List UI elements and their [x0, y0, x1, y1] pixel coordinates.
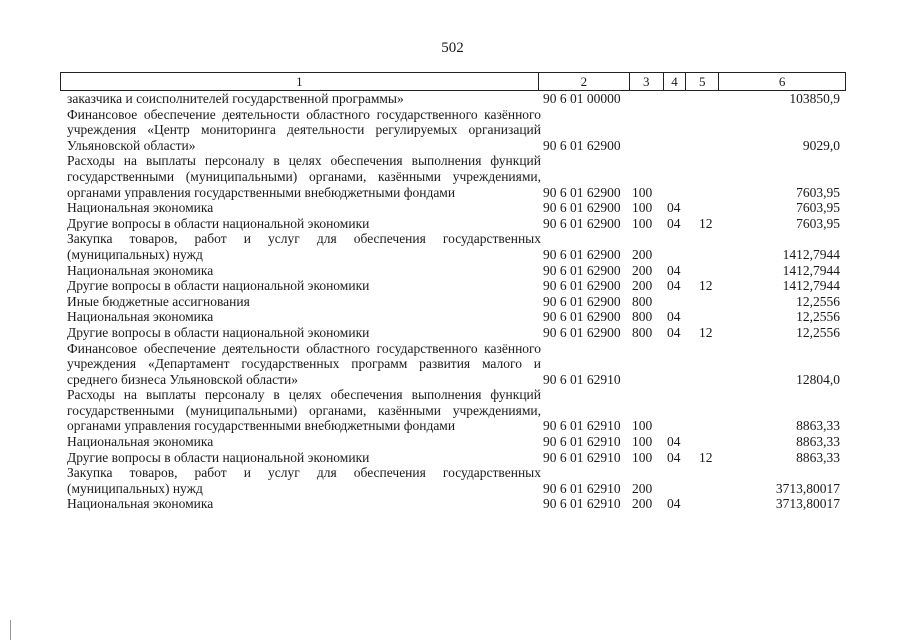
table-row	[60, 496, 846, 512]
row-amount: 7603,95	[796, 184, 840, 200]
row-description: Национальная экономика	[67, 434, 214, 450]
row-section: 04	[667, 200, 681, 216]
row-expense-type: 200	[632, 262, 653, 278]
row-amount: 12,2556	[796, 293, 840, 309]
header-col-4: 4	[663, 73, 686, 90]
row-target-code: 90 6 01 62900	[543, 246, 621, 262]
table-row	[60, 107, 846, 154]
table-row	[60, 325, 846, 341]
row-description: Национальная экономика	[67, 309, 214, 325]
row-description: Расходы на выплаты персоналу в целях обеспечения выполнения функций государственными (муниципальными) органами, казёнными учреждениями, органами управления государственными внебюджетными фондами	[67, 387, 541, 434]
row-subsection: 12	[699, 215, 713, 231]
row-section: 04	[667, 449, 681, 465]
table-row	[60, 387, 846, 434]
row-description: Финансовое обеспечение деятельности областного государственного казённого учреждения «Департамент государственных программ развития малого и среднего бизнеса Ульяновской области»	[67, 340, 541, 387]
row-target-code: 90 6 01 62910	[543, 418, 621, 434]
row-amount: 8863,33	[796, 434, 840, 450]
table-row	[60, 278, 846, 294]
row-expense-type: 100	[632, 215, 653, 231]
row-expense-type: 800	[632, 293, 653, 309]
header-col-2: 2	[538, 73, 629, 90]
page-number: 502	[441, 40, 464, 56]
row-target-code: 90 6 01 62900	[543, 137, 621, 153]
row-description: Закупка товаров, работ и услуг для обеспечения государственных (муниципальных) нужд	[67, 231, 541, 262]
row-target-code: 90 6 01 62910	[543, 434, 621, 450]
row-description: Национальная экономика	[67, 262, 214, 278]
row-amount: 7603,95	[796, 215, 840, 231]
row-target-code: 90 6 01 00000	[543, 91, 621, 106]
header-col-3: 3	[629, 73, 663, 90]
table-row	[60, 91, 846, 107]
row-target-code: 90 6 01 62900	[543, 324, 621, 340]
table-row	[60, 434, 846, 450]
row-target-code: 90 6 01 62910	[543, 480, 621, 496]
row-target-code: 90 6 01 62900	[543, 215, 621, 231]
row-amount: 12804,0	[796, 371, 840, 387]
row-subsection: 12	[699, 449, 713, 465]
row-amount: 3713,80017	[775, 496, 840, 512]
header-col-5: 5	[685, 73, 718, 90]
header-col-1: 1	[296, 74, 303, 89]
row-description: Национальная экономика	[67, 496, 214, 512]
row-section: 04	[667, 278, 681, 294]
row-subsection: 12	[699, 324, 713, 340]
row-subsection: 12	[699, 278, 713, 294]
row-target-code: 90 6 01 62900	[543, 262, 621, 278]
row-target-code: 90 6 01 62900	[543, 309, 621, 325]
row-expense-type: 200	[632, 496, 653, 512]
row-description: Другие вопросы в области национальной экономики	[67, 278, 370, 294]
row-amount: 1412,7944	[782, 246, 840, 262]
row-amount: 8863,33	[796, 418, 840, 434]
row-expense-type: 200	[632, 278, 653, 294]
table-row	[60, 263, 846, 279]
row-amount: 1412,7944	[782, 262, 840, 278]
row-target-code: 90 6 01 62900	[543, 200, 621, 216]
row-section: 04	[667, 309, 681, 325]
row-target-code: 90 6 01 62900	[543, 278, 621, 294]
row-section: 04	[667, 496, 681, 512]
table-row	[60, 200, 846, 216]
row-target-code: 90 6 01 62910	[543, 371, 621, 387]
table-row	[60, 231, 846, 262]
row-amount: 12,2556	[796, 324, 840, 340]
row-expense-type: 100	[632, 184, 653, 200]
row-expense-type: 800	[632, 309, 653, 325]
row-description: Национальная экономика	[67, 200, 214, 216]
table-body	[60, 91, 846, 512]
row-amount: 7603,95	[796, 200, 840, 216]
table-row	[60, 450, 846, 466]
row-section: 04	[667, 262, 681, 278]
row-amount: 12,2556	[796, 309, 840, 325]
row-amount: 9029,0	[802, 137, 840, 153]
table-row	[60, 153, 846, 200]
row-section: 04	[667, 434, 681, 450]
row-target-code: 90 6 01 62910	[543, 449, 621, 465]
row-expense-type: 100	[632, 449, 653, 465]
header-col-6: 6	[718, 73, 845, 90]
table-row	[60, 465, 846, 496]
row-expense-type: 100	[632, 434, 653, 450]
row-amount: 8863,33	[796, 449, 840, 465]
row-description: Закупка товаров, работ и услуг для обеспечения государственных (муниципальных) нужд	[67, 465, 541, 496]
row-amount: 3713,80017	[775, 480, 840, 496]
table-row	[60, 216, 846, 232]
row-expense-type: 200	[632, 246, 653, 262]
row-target-code: 90 6 01 62910	[543, 496, 621, 512]
row-description: Финансовое обеспечение деятельности областного государственного казённого учреждения «Центр мониторинга деятельности регулируемых организаций Ульяновской области»	[67, 106, 541, 153]
budget-table	[60, 72, 846, 512]
table-row	[60, 341, 846, 388]
row-expense-type: 100	[632, 418, 653, 434]
row-target-code: 90 6 01 62900	[543, 293, 621, 309]
margin-mark	[10, 620, 11, 640]
row-description: заказчика и соисполнителей государственной программы»	[67, 91, 404, 106]
row-expense-type: 800	[632, 324, 653, 340]
row-description: Другие вопросы в области национальной экономики	[67, 449, 370, 465]
table-row	[60, 309, 846, 325]
row-amount: 1412,7944	[782, 278, 840, 294]
row-description: Другие вопросы в области национальной экономики	[67, 215, 370, 231]
row-target-code: 90 6 01 62900	[543, 184, 621, 200]
row-description: Расходы на выплаты персоналу в целях обеспечения выполнения функций государственными (муниципальными) органами, казёнными учреждениями, органами управления государственными внебюджетными фондами	[67, 153, 541, 200]
row-section: 04	[667, 324, 681, 340]
row-amount: 103850,9	[789, 91, 840, 106]
table-row	[60, 294, 846, 310]
row-description: Другие вопросы в области национальной экономики	[67, 324, 370, 340]
row-description: Иные бюджетные ассигнования	[67, 293, 250, 309]
table-header	[60, 72, 846, 91]
row-section: 04	[667, 215, 681, 231]
row-expense-type: 200	[632, 480, 653, 496]
row-expense-type: 100	[632, 200, 653, 216]
